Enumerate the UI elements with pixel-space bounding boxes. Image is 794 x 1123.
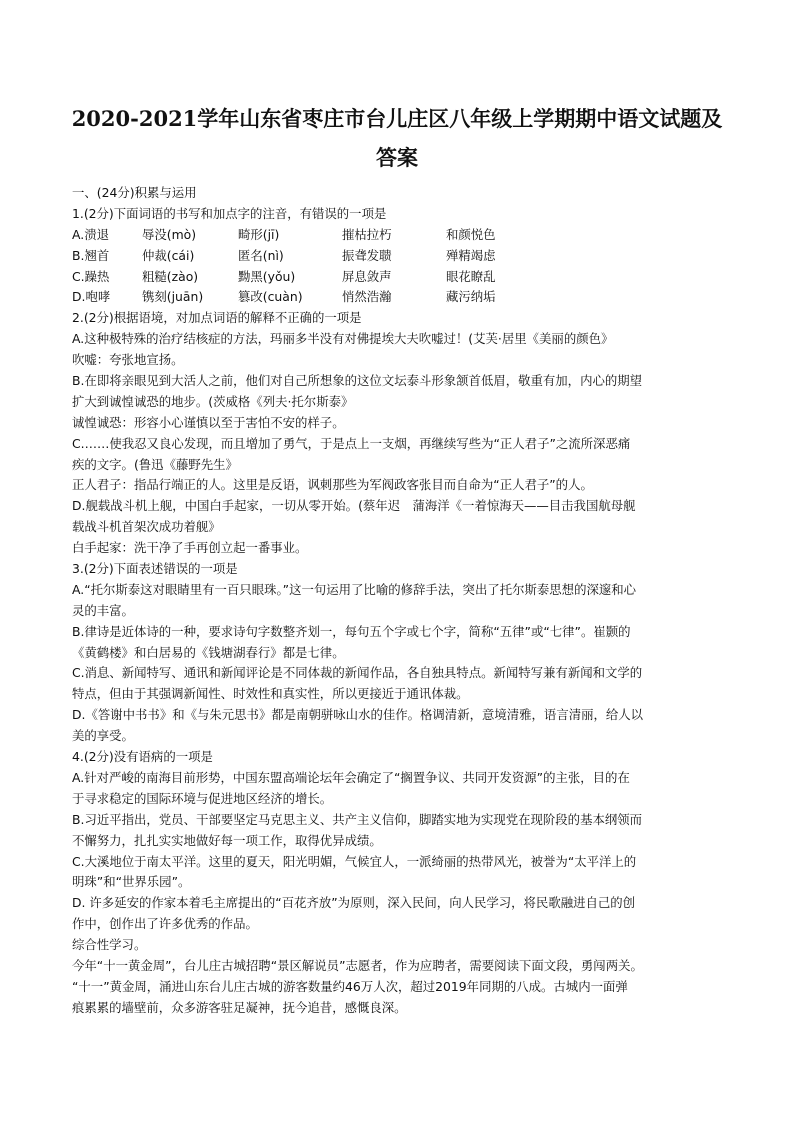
integrated-learning-section <box>72 935 724 1019</box>
question-4-line: 作中，创作出了许多优秀的作品。 <box>72 916 258 932</box>
option-cell: 匿名(nì) <box>238 247 284 263</box>
option-cell: 篡改(cuàn) <box>238 289 303 305</box>
question-3-line: D.《答谢中书书》和《与朱元思书》都是南朝骈咏山水的佳作。格调清新，意境清雅，语言清丽，给人以 <box>72 707 644 723</box>
option-cell: 殚精竭虑 <box>446 247 496 263</box>
question-2-line: B.在即将亲眼见到大活人之前，他们对自己所想象的这位文坛泰斗形象颔首低眉，敬重有加，内心的期望 <box>72 373 643 389</box>
option-cell: 振聋发聩 <box>342 247 392 263</box>
option-cell: 悄然浩瀚 <box>342 289 392 305</box>
option-cell: 畸形(jī) <box>238 226 280 242</box>
question-4-line: A.针对严峻的南海目前形势，中国东盟高端论坛年会确定了“搁置争议、共同开发资源”的主张，目的在 <box>72 769 630 785</box>
question-4-line: 于寻求稳定的国际环境与促进地区经济的增长。 <box>72 790 333 806</box>
question-2-line: 正人君子：指品行端正的人。这里是反语，讽刺那些为军阀政客张目而自命为“正人君子”的人。 <box>72 477 593 493</box>
option-cell: D.咆哮 <box>72 289 111 305</box>
question-2-line: 吹嘘：夸张地宣扬。 <box>72 352 184 368</box>
integrated-learning-line: 痕累累的墙壁前，众多游客驻足凝神，抚今追昔，感慨良深。 <box>72 999 407 1015</box>
question-2 <box>72 308 724 559</box>
document-title-line-1: 2020-2021学年山东省枣庄市台儿庄区八年级上学期期中语文试题及 <box>71 106 723 131</box>
integrated-learning-line: 综合性学习。 <box>72 937 147 953</box>
option-cell: 辱没(mò) <box>142 226 197 242</box>
option-cell: 藏污纳垢 <box>446 289 496 305</box>
integrated-learning-line: “十一”黄金周，涌进山东台儿庄古城的游客数量约46万人次，超过2019年同期的八成。古城内一面弹 <box>72 978 628 994</box>
option-cell: 屏息敛声 <box>342 268 392 284</box>
question-3-line: 灵的丰富。 <box>72 602 134 618</box>
question-2-line: 白手起家：洗干净了手再创立起一番事业。 <box>72 540 308 556</box>
question-3-line: 特点，但由于其强调新闻性、时效性和真实性，所以更接近于通讯体裁。 <box>72 686 469 702</box>
option-row <box>72 225 724 246</box>
document-body <box>72 183 724 1019</box>
option-cell: 粗糙(zào) <box>142 268 199 284</box>
question-3-line: 3.(2分)下面表述错误的一项是 <box>72 561 238 577</box>
question-3-line: B.律诗是近体诗的一种，要求诗句字数整齐划一，每句五个字或七个字，简称“五律”或“七律”。崔颢的 <box>72 623 631 639</box>
question-4-line: D. 许多延安的作家本着毛主席提出的“百花齐放”为原则，深入民间，向人民学习，将民歌融进自己的创 <box>72 895 636 911</box>
option-row <box>72 287 724 308</box>
option-row <box>72 246 724 267</box>
question-2-line: 扩大到诚惶诚恐的地步。(茨威格《列夫·托尔斯泰》 <box>72 393 354 409</box>
question-3-line: C.消息、新闻特写、通讯和新闻评论是不同体裁的新闻作品，各自独具特点。新闻特写兼有新闻和文学的 <box>72 665 643 681</box>
option-cell: A.溃退 <box>72 226 109 242</box>
integrated-learning-line: 今年“十一黄金周”，台儿庄古城招聘“景区解说员”志愿者，作为应聘者，需要阅读下面文段，勇闯两关。 <box>72 957 643 973</box>
option-cell: 黝黑(yǒu) <box>238 268 296 284</box>
question-3 <box>72 559 724 747</box>
question-2-line: 载战斗机首架次成功着舰》 <box>72 519 221 535</box>
option-cell: 仲裁(cái) <box>142 247 195 263</box>
question-2-line: 2.(2分)根据语境，对加点词语的解释不正确的一项是 <box>72 310 362 326</box>
question-3-line: 《黄鹤楼》和白居易的《钱塘湖春行》都是七律。 <box>72 644 345 660</box>
question-4-line: C.大溪地位于南太平洋。这里的夏天，阳光明媚，气候宜人，一派绮丽的热带风光，被誉为“太平洋上的 <box>72 853 637 869</box>
question-2-line: D.舰载战斗机上舰，中国白手起家，一切从零开始。(蔡年迟 蒲海洋《一着惊海天——目击我国航母舰 <box>72 498 636 514</box>
option-cell: 镌刻(juān) <box>142 289 204 305</box>
question-3-line: 美的享受。 <box>72 728 134 744</box>
question-2-line: A.这种极特殊的治疗结核症的方法，玛丽多半没有对佛提埃大夫吹嘘过！(艾芙·居里《美丽的颜色》 <box>72 331 614 347</box>
question-2-line: C.……使我忍又良心发现，而且增加了勇气，于是点上一支烟，再继续写些为“正人君子”之流所深恶痛 <box>72 435 631 451</box>
option-cell: 和颜悦色 <box>446 226 496 242</box>
question-4-line: 4.(2分)没有语病的一项是 <box>72 749 213 765</box>
question-2-line: 诚惶诚恐：形容小心谨慎以至于害怕不安的样子。 <box>72 414 345 430</box>
question-4-line: B.习近平指出，党员、干部要坚定马克思主义、共产主义信仰，脚踏实地为实现党在现阶段的基本纲领而 <box>72 811 643 827</box>
question-4-line: 不懈努力，扎扎实实地做好每一项工作，取得优异成绩。 <box>72 832 382 848</box>
question-1-options <box>72 225 724 309</box>
question-1-stem: 1.(2分)下面词语的书写和加点字的注音，有错误的一项是 <box>72 205 387 221</box>
section-heading: 一、(24分)积累与运用 <box>72 185 197 200</box>
question-4-line: 明珠”和“世界乐园”。 <box>72 874 191 890</box>
option-cell: B.翘首 <box>72 247 110 263</box>
option-cell: C.躁热 <box>72 268 110 284</box>
question-4 <box>72 747 724 935</box>
option-cell: 摧枯拉朽 <box>342 226 392 242</box>
option-row <box>72 267 724 288</box>
option-cell: 眼花瞭乱 <box>446 268 496 284</box>
question-3-line: A.“托尔斯泰这对眼睛里有一百只眼珠。”这一句运用了比喻的修辞手法，突出了托尔斯泰思想的深邃和心 <box>72 581 637 597</box>
document-title-line-2: 答案 <box>376 145 418 170</box>
question-2-line: 疾的文字。(鲁迅《藤野先生》 <box>72 456 238 472</box>
